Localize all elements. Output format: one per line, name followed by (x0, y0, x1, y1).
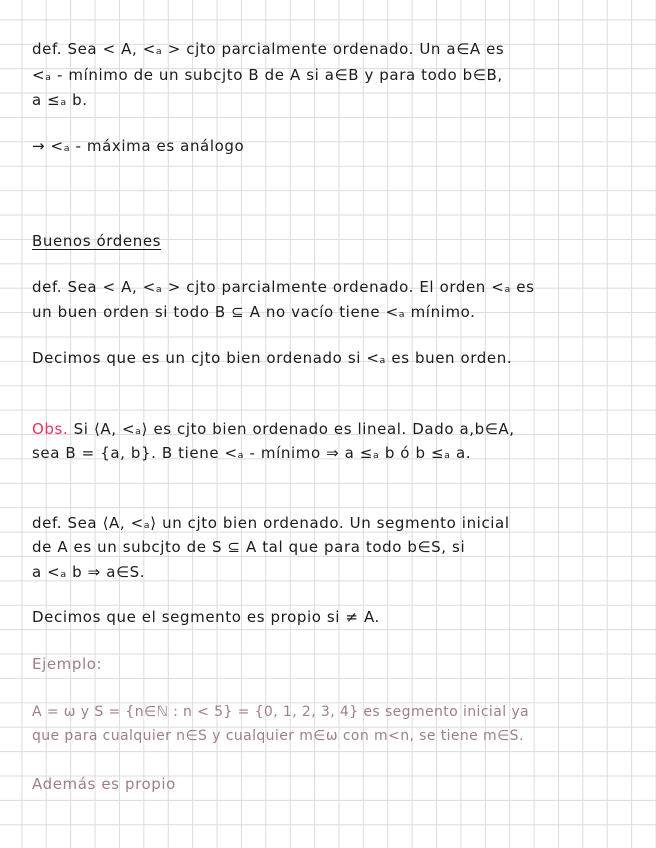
obs-label: Obs. (32, 420, 69, 438)
def-minimo-line-2: <ₐ - mínimo de un subcjto B de A si a∈B y para todo b∈B, (32, 66, 503, 84)
section-title: Buenos órdenes (32, 232, 162, 250)
obs-text-1: Si ⟨A, <ₐ⟩ es cjto bien ordenado es lineal. Dado a,b∈A, (68, 420, 515, 438)
def-segmento-line-1: def. Sea ⟨A, <ₐ⟩ un cjto bien ordenado. Un segmento inicial (32, 514, 510, 532)
obs-line-1 (32, 420, 515, 438)
maximo-note: → <ₐ - máxima es análogo (32, 137, 245, 155)
def-segmento-line-3: a <ₐ b ⇒ a∈S. (32, 563, 146, 581)
def-buen-orden-line-2: un buen orden si todo B ⊆ A no vacío tiene <ₐ mínimo. (32, 303, 476, 321)
def-buen-orden-line-1: def. Sea < A, <ₐ > cjto parcialmente ordenado. El orden <ₐ es (32, 278, 535, 296)
obs-line-2: sea B = {a, b}. B tiene <ₐ - mínimo ⇒ a ≤ₐ b ó b ≤ₐ a. (32, 444, 472, 462)
ejemplo-line-1: A = ω y S = {n∈ℕ : n < 5} = {0, 1, 2, 3, 4} es segmento inicial ya (32, 704, 529, 720)
ejemplo-line-2: que para cualquier n∈S y cualquier m∈ω con m<n, se tiene m∈S. (32, 728, 524, 744)
segmento-propio-sentence: Decimos que el segmento es propio si ≠ A. (32, 608, 380, 626)
def-minimo-line-3: a ≤ₐ b. (32, 91, 88, 109)
ejemplo-extra: Además es propio (32, 775, 176, 793)
ejemplo-label: Ejemplo: (32, 655, 103, 673)
def-segmento-line-2: de A es un subcjto de S ⊆ A tal que para todo b∈S, si (32, 538, 466, 556)
def-minimo-line-1: def. Sea < A, <ₐ > cjto parcialmente ordenado. Un a∈A es (32, 40, 505, 58)
bien-ordenado-sentence: Decimos que es un cjto bien ordenado si <ₐ es buen orden. (32, 349, 513, 367)
